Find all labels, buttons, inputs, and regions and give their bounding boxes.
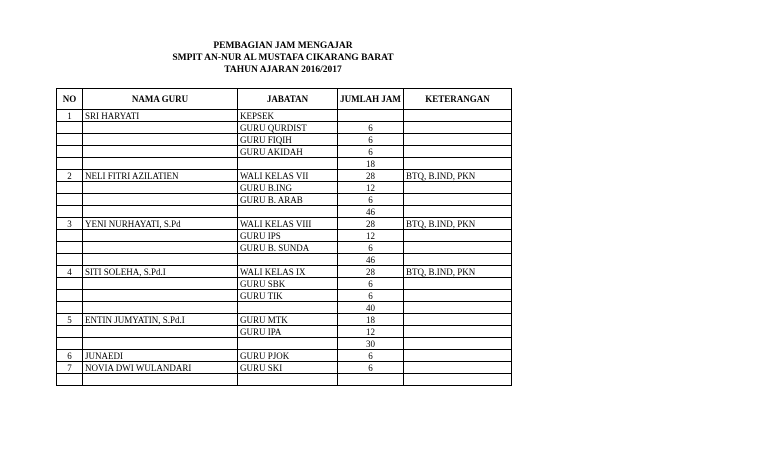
cell-keterangan <box>404 134 512 146</box>
table-row <box>57 218 512 230</box>
cell-jabatan: WALI KELAS VIII <box>238 218 338 230</box>
cell-nama-guru: ENTIN JUMYATIN, S.Pd.I <box>83 314 238 326</box>
cell-no: 5 <box>57 314 83 326</box>
teaching-schedule-table <box>56 88 512 386</box>
cell-jabatan: GURU MTK <box>238 314 338 326</box>
table-row <box>57 122 512 134</box>
cell-jumlah-jam: 6 <box>338 242 404 254</box>
cell-nama-guru: NELI FITRI AZILATIEN <box>83 170 238 182</box>
col-header-jabatan: JABATAN <box>238 89 338 110</box>
cell-keterangan <box>404 326 512 338</box>
cell-no: 6 <box>57 350 83 362</box>
cell-nama-guru: JUNAEDI <box>83 350 238 362</box>
cell-jabatan: GURU B.ING <box>238 182 338 194</box>
cell-keterangan <box>404 350 512 362</box>
title-line-3: TAHUN AJARAN 2016/2017 <box>224 65 342 75</box>
cell-no <box>57 134 83 146</box>
cell-nama-guru <box>83 338 238 350</box>
cell-no <box>57 182 83 194</box>
cell-no: 2 <box>57 170 83 182</box>
cell-keterangan <box>404 290 512 302</box>
cell-jabatan <box>238 302 338 314</box>
cell-keterangan <box>404 374 512 386</box>
table-row <box>57 146 512 158</box>
title-line-1: PEMBAGIAN JAM MENGAJAR <box>213 41 353 51</box>
table-row <box>57 266 512 278</box>
col-header-nama-guru: NAMA GURU <box>83 89 238 110</box>
cell-jumlah-jam: 46 <box>338 206 404 218</box>
cell-nama-guru <box>83 254 238 266</box>
cell-jumlah-jam: 6 <box>338 146 404 158</box>
table-row <box>57 326 512 338</box>
cell-nama-guru: YENI NURHAYATI, S.Pd <box>83 218 238 230</box>
table-row <box>57 290 512 302</box>
cell-jumlah-jam: 12 <box>338 230 404 242</box>
cell-jumlah-jam: 6 <box>338 278 404 290</box>
title-line-2: SMPIT AN-NUR AL MUSTAFA CIKARANG BARAT <box>172 53 394 63</box>
cell-jumlah-jam: 12 <box>338 326 404 338</box>
table-row <box>57 242 512 254</box>
cell-keterangan <box>404 146 512 158</box>
cell-no: 3 <box>57 218 83 230</box>
table-row <box>57 278 512 290</box>
cell-nama-guru: SITI SOLEHA, S.Pd.I <box>83 266 238 278</box>
table-row <box>57 110 512 122</box>
cell-keterangan <box>404 242 512 254</box>
cell-jumlah-jam: 6 <box>338 290 404 302</box>
table-row <box>57 374 512 386</box>
cell-keterangan: BTQ, B.IND, PKN <box>404 170 512 182</box>
cell-nama-guru <box>83 326 238 338</box>
cell-nama-guru <box>83 290 238 302</box>
cell-jabatan: GURU SBK <box>238 278 338 290</box>
table-row <box>57 338 512 350</box>
cell-no <box>57 158 83 170</box>
cell-jumlah-jam <box>338 374 404 386</box>
cell-jabatan <box>238 374 338 386</box>
cell-jabatan: GURU IPA <box>238 326 338 338</box>
table-body <box>57 110 512 386</box>
cell-jabatan: WALI KELAS VII <box>238 170 338 182</box>
col-header-jumlah-jam: JUMLAH JAM <box>338 89 404 110</box>
col-header-keterangan: KETERANGAN <box>404 89 512 110</box>
cell-nama-guru: NOVIA DWI WULANDARI <box>83 362 238 374</box>
cell-jumlah-jam: 30 <box>338 338 404 350</box>
cell-nama-guru <box>83 134 238 146</box>
cell-keterangan: BTQ, B.IND, PKN <box>404 218 512 230</box>
cell-keterangan <box>404 158 512 170</box>
cell-no <box>57 254 83 266</box>
cell-no <box>57 206 83 218</box>
cell-keterangan <box>404 314 512 326</box>
cell-no <box>57 374 83 386</box>
table-header-row <box>57 89 512 110</box>
table-row <box>57 314 512 326</box>
cell-jabatan: GURU B. ARAB <box>238 194 338 206</box>
cell-no <box>57 338 83 350</box>
cell-jabatan <box>238 206 338 218</box>
cell-keterangan <box>404 122 512 134</box>
cell-jabatan <box>238 158 338 170</box>
cell-no <box>57 146 83 158</box>
cell-keterangan <box>404 254 512 266</box>
cell-jumlah-jam: 28 <box>338 170 404 182</box>
cell-keterangan <box>404 206 512 218</box>
cell-jumlah-jam: 6 <box>338 122 404 134</box>
cell-nama-guru <box>83 278 238 290</box>
cell-keterangan <box>404 278 512 290</box>
cell-no <box>57 194 83 206</box>
table-row <box>57 350 512 362</box>
cell-no: 7 <box>57 362 83 374</box>
cell-no <box>57 278 83 290</box>
cell-jabatan: GURU TIK <box>238 290 338 302</box>
cell-jumlah-jam: 6 <box>338 350 404 362</box>
cell-no <box>57 242 83 254</box>
cell-keterangan <box>404 338 512 350</box>
cell-nama-guru <box>83 206 238 218</box>
cell-jabatan: GURU SKI <box>238 362 338 374</box>
cell-nama-guru <box>83 230 238 242</box>
cell-nama-guru <box>83 374 238 386</box>
table-row <box>57 302 512 314</box>
cell-jumlah-jam <box>338 110 404 122</box>
cell-no <box>57 290 83 302</box>
cell-no <box>57 122 83 134</box>
cell-jabatan: GURU PJOK <box>238 350 338 362</box>
cell-jabatan: GURU QURDIST <box>238 122 338 134</box>
table-row <box>57 134 512 146</box>
cell-keterangan <box>404 182 512 194</box>
cell-keterangan: BTQ, B.IND, PKN <box>404 266 512 278</box>
cell-keterangan <box>404 362 512 374</box>
cell-no <box>57 302 83 314</box>
cell-jabatan: WALI KELAS IX <box>238 266 338 278</box>
table-row <box>57 206 512 218</box>
table-row <box>57 254 512 266</box>
cell-jumlah-jam: 6 <box>338 194 404 206</box>
cell-jumlah-jam: 12 <box>338 182 404 194</box>
table-row <box>57 158 512 170</box>
cell-jabatan <box>238 338 338 350</box>
cell-jumlah-jam: 40 <box>338 302 404 314</box>
cell-no: 4 <box>57 266 83 278</box>
table-row <box>57 362 512 374</box>
col-header-no: NO <box>57 89 83 110</box>
cell-nama-guru <box>83 194 238 206</box>
cell-jabatan: GURU B. SUNDA <box>238 242 338 254</box>
cell-jumlah-jam: 28 <box>338 218 404 230</box>
cell-jumlah-jam: 18 <box>338 314 404 326</box>
cell-jabatan: GURU AKIDAH <box>238 146 338 158</box>
cell-nama-guru <box>83 302 238 314</box>
cell-nama-guru <box>83 158 238 170</box>
cell-keterangan <box>404 194 512 206</box>
cell-jumlah-jam: 6 <box>338 134 404 146</box>
table-row <box>57 194 512 206</box>
cell-no <box>57 230 83 242</box>
cell-jumlah-jam: 6 <box>338 362 404 374</box>
table-row <box>57 182 512 194</box>
cell-jumlah-jam: 18 <box>338 158 404 170</box>
cell-nama-guru <box>83 242 238 254</box>
cell-jabatan: GURU FIQIH <box>238 134 338 146</box>
cell-jumlah-jam: 28 <box>338 266 404 278</box>
cell-nama-guru <box>83 146 238 158</box>
cell-no: 1 <box>57 110 83 122</box>
cell-jabatan: GURU IPS <box>238 230 338 242</box>
table-row <box>57 170 512 182</box>
cell-nama-guru: SRI HARYATI <box>83 110 238 122</box>
cell-jumlah-jam: 46 <box>338 254 404 266</box>
cell-keterangan <box>404 110 512 122</box>
cell-keterangan <box>404 230 512 242</box>
cell-keterangan <box>404 302 512 314</box>
cell-nama-guru <box>83 182 238 194</box>
cell-nama-guru <box>83 122 238 134</box>
cell-jabatan: KEPSEK <box>238 110 338 122</box>
table-row <box>57 230 512 242</box>
cell-jabatan <box>238 254 338 266</box>
document-title-block <box>56 40 510 76</box>
cell-no <box>57 326 83 338</box>
